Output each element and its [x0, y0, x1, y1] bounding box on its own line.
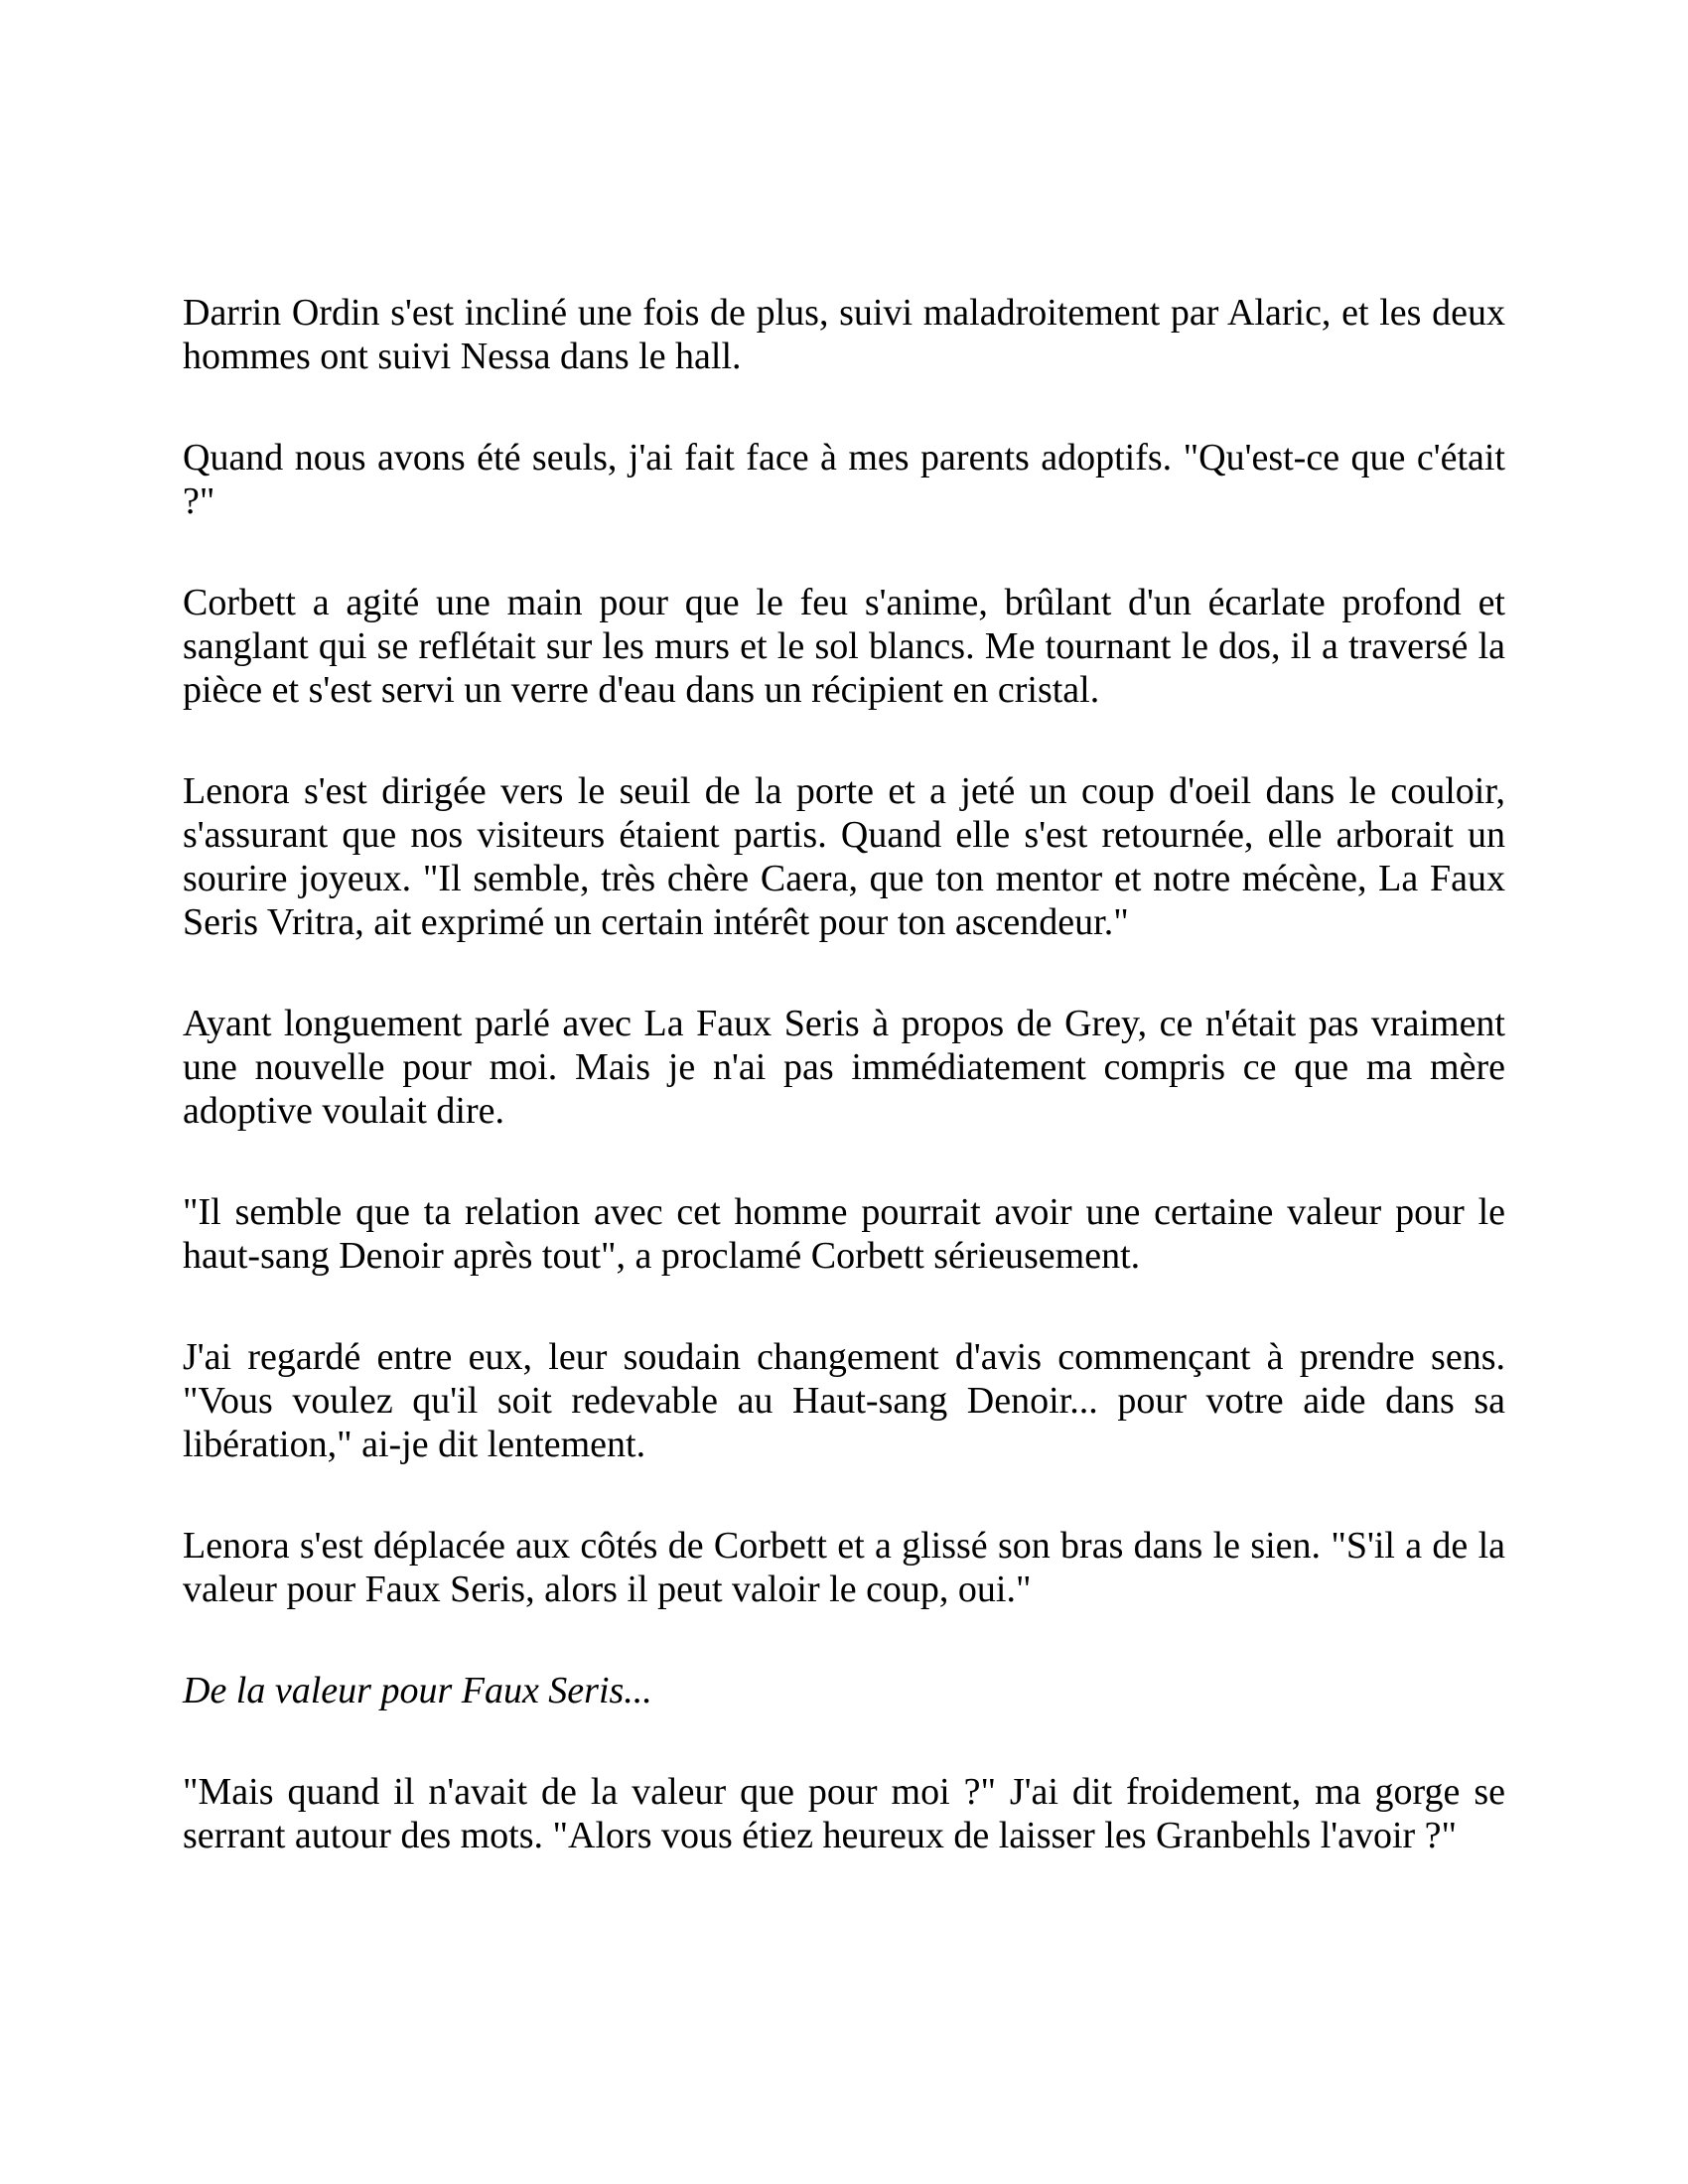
paragraph: "Il semble que ta relation avec cet homme pourrait avoir une certaine valeur pour le haut-sang Denoir après tout", a proclamé Corbett sérieusement.: [183, 1191, 1505, 1277]
paragraph: Darrin Ordin s'est incliné une fois de plus, suivi maladroitement par Alaric, et les deux hommes ont suivi Nessa dans le hall.: [183, 292, 1505, 377]
paragraph: Corbett a agité une main pour que le feu s'anime, brûlant d'un écarlate profond et sanglant qui se reflétait sur les murs et le sol blancs. Me tournant le dos, il a traversé la pièce et s'est servi un verre d'eau dans un récipient en cristal.: [183, 582, 1505, 711]
paragraph: J'ai regardé entre eux, leur soudain changement d'avis commençant à prendre sens. "Vous voulez qu'il soit redevable au Haut-sang Denoir... pour votre aide dans sa libération," ai-je dit lentement.: [183, 1336, 1505, 1465]
paragraph: Lenora s'est déplacée aux côtés de Corbett et a glissé son bras dans le sien. "S'il a de la valeur pour Faux Seris, alors il peut valoir le coup, oui.": [183, 1525, 1505, 1610]
paragraph-italic-thought: De la valeur pour Faux Seris...: [183, 1670, 652, 1711]
paragraph: Ayant longuement parlé avec La Faux Seris à propos de Grey, ce n'était pas vraiment une nouvelle pour moi. Mais je n'ai pas immédiatement compris ce que ma mère adoptive voulait dire.: [183, 1003, 1505, 1132]
paragraph: Quand nous avons été seuls, j'ai fait face à mes parents adoptifs. "Qu'est-ce que c'était ?": [183, 437, 1505, 522]
page-text: [183, 291, 1505, 1857]
paragraph: "Mais quand il n'avait de la valeur que pour moi ?" J'ai dit froidement, ma gorge se serrant autour des mots. "Alors vous étiez heureux de laisser les Granbehls l'avoir ?": [183, 1771, 1505, 1856]
paragraph: Lenora s'est dirigée vers le seuil de la porte et a jeté un coup d'oeil dans le couloir, s'assurant que nos visiteurs étaient partis. Quand elle s'est retournée, elle arborait un sourire joyeux. "Il semble, très chère Caera, que ton mentor et notre mécène, La Faux Seris Vritra, ait exprimé un certain intérêt pour ton ascendeur.": [183, 770, 1505, 943]
